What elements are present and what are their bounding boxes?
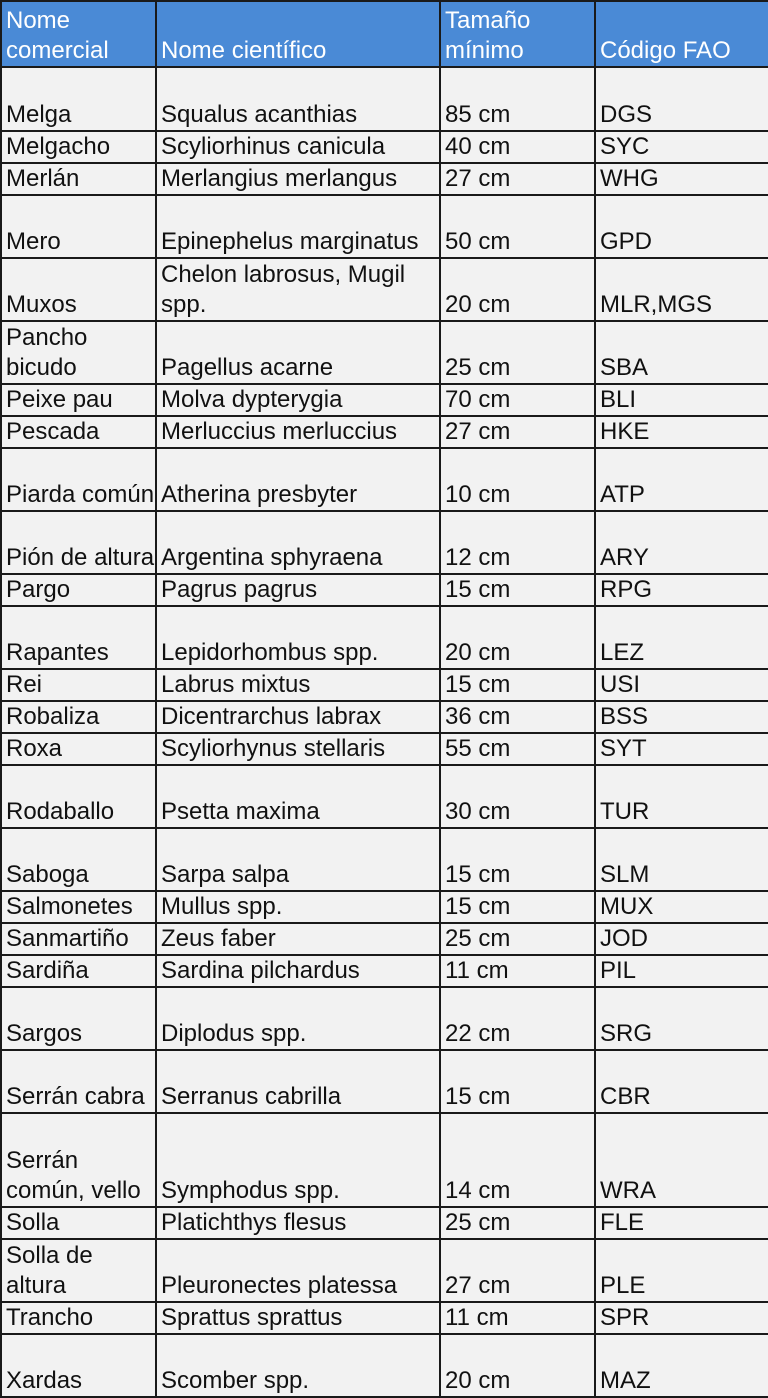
cell-codigo-fao: PLE	[595, 1239, 768, 1302]
cell-nome-comercial: Muxos	[1, 258, 156, 321]
cell-nome-cientifico: Diplodus spp.	[156, 987, 440, 1050]
table-row	[1, 669, 768, 701]
cell-nome-cientifico: Mullus spp.	[156, 891, 440, 923]
cell-codigo-fao: BSS	[595, 701, 768, 733]
table-row	[1, 448, 768, 511]
cell-tamano-minimo: 25 cm	[440, 923, 595, 955]
cell-tamano-minimo: 14 cm	[440, 1113, 595, 1207]
cell-nome-comercial: Sargos	[1, 987, 156, 1050]
cell-codigo-fao: MAZ	[595, 1334, 768, 1397]
cell-nome-cientifico: Pleuronectes platessa	[156, 1239, 440, 1302]
cell-nome-comercial: Serrán cabra	[1, 1050, 156, 1113]
cell-codigo-fao: LEZ	[595, 606, 768, 669]
cell-nome-comercial: Pescada	[1, 416, 156, 448]
cell-nome-cientifico: Atherina presbyter	[156, 448, 440, 511]
cell-codigo-fao: SLM	[595, 828, 768, 891]
cell-nome-cientifico: Lepidorhombus spp.	[156, 606, 440, 669]
cell-tamano-minimo: 25 cm	[440, 321, 595, 384]
cell-nome-cientifico: Sarpa salpa	[156, 828, 440, 891]
cell-nome-cientifico: Scyliorhynus stellaris	[156, 733, 440, 765]
cell-tamano-minimo: 27 cm	[440, 163, 595, 195]
cell-tamano-minimo: 15 cm	[440, 828, 595, 891]
cell-tamano-minimo: 10 cm	[440, 448, 595, 511]
cell-tamano-minimo: 27 cm	[440, 416, 595, 448]
header-row	[1, 1, 768, 67]
table-row	[1, 1113, 768, 1207]
table-row	[1, 1334, 768, 1397]
cell-nome-cientifico: Chelon labrosus, Mugil spp.	[156, 258, 440, 321]
cell-codigo-fao: USI	[595, 669, 768, 701]
cell-nome-comercial: Piarda común	[1, 448, 156, 511]
cell-nome-cientifico: Sprattus sprattus	[156, 1302, 440, 1334]
cell-codigo-fao: RPG	[595, 574, 768, 606]
table-row	[1, 321, 768, 384]
cell-codigo-fao: CBR	[595, 1050, 768, 1113]
cell-tamano-minimo: 15 cm	[440, 669, 595, 701]
cell-codigo-fao: MUX	[595, 891, 768, 923]
cell-nome-comercial: Xardas	[1, 1334, 156, 1397]
cell-codigo-fao: SPR	[595, 1302, 768, 1334]
cell-nome-cientifico: Symphodus spp.	[156, 1113, 440, 1207]
cell-nome-comercial: Rei	[1, 669, 156, 701]
table-row	[1, 258, 768, 321]
table-row	[1, 733, 768, 765]
cell-codigo-fao: ARY	[595, 511, 768, 574]
cell-nome-cientifico: Scomber spp.	[156, 1334, 440, 1397]
cell-tamano-minimo: 20 cm	[440, 606, 595, 669]
table-row	[1, 891, 768, 923]
table-row	[1, 195, 768, 258]
cell-nome-comercial: Saboga	[1, 828, 156, 891]
cell-nome-comercial: Melga	[1, 67, 156, 131]
cell-tamano-minimo: 22 cm	[440, 987, 595, 1050]
table-row	[1, 923, 768, 955]
header-nome-comercial: Nome comercial	[1, 1, 156, 67]
table-row	[1, 416, 768, 448]
cell-nome-cientifico: Zeus faber	[156, 923, 440, 955]
header-nome-cientifico: Nome científico	[156, 1, 440, 67]
table-row	[1, 987, 768, 1050]
cell-tamano-minimo: 25 cm	[440, 1207, 595, 1239]
cell-nome-comercial: Sanmartiño	[1, 923, 156, 955]
cell-nome-cientifico: Labrus mixtus	[156, 669, 440, 701]
cell-nome-comercial: Melgacho	[1, 131, 156, 163]
table-row	[1, 384, 768, 416]
cell-nome-comercial: Pión de altura	[1, 511, 156, 574]
cell-tamano-minimo: 15 cm	[440, 891, 595, 923]
cell-tamano-minimo: 11 cm	[440, 1302, 595, 1334]
cell-nome-cientifico: Platichthys flesus	[156, 1207, 440, 1239]
table-row	[1, 131, 768, 163]
cell-tamano-minimo: 11 cm	[440, 955, 595, 987]
cell-nome-cientifico: Serranus cabrilla	[156, 1050, 440, 1113]
cell-nome-comercial: Merlán	[1, 163, 156, 195]
cell-codigo-fao: SYT	[595, 733, 768, 765]
table-row	[1, 1239, 768, 1302]
cell-codigo-fao: SYC	[595, 131, 768, 163]
cell-nome-cientifico: Merlangius merlangus	[156, 163, 440, 195]
table-row	[1, 67, 768, 131]
cell-tamano-minimo: 50 cm	[440, 195, 595, 258]
cell-nome-cientifico: Epinephelus marginatus	[156, 195, 440, 258]
cell-codigo-fao: SBA	[595, 321, 768, 384]
cell-codigo-fao: WRA	[595, 1113, 768, 1207]
cell-codigo-fao: MLR,MGS	[595, 258, 768, 321]
cell-tamano-minimo: 40 cm	[440, 131, 595, 163]
cell-tamano-minimo: 85 cm	[440, 67, 595, 131]
cell-tamano-minimo: 20 cm	[440, 1334, 595, 1397]
cell-nome-comercial: Robaliza	[1, 701, 156, 733]
cell-nome-comercial: Solla de altura	[1, 1239, 156, 1302]
cell-nome-comercial: Solla	[1, 1207, 156, 1239]
cell-codigo-fao: BLI	[595, 384, 768, 416]
cell-nome-comercial: Sardiña	[1, 955, 156, 987]
cell-codigo-fao: WHG	[595, 163, 768, 195]
cell-codigo-fao: FLE	[595, 1207, 768, 1239]
cell-nome-comercial: Pancho bicudo	[1, 321, 156, 384]
cell-codigo-fao: PIL	[595, 955, 768, 987]
cell-tamano-minimo: 20 cm	[440, 258, 595, 321]
cell-nome-cientifico: Squalus acanthias	[156, 67, 440, 131]
cell-codigo-fao: GPD	[595, 195, 768, 258]
cell-codigo-fao: ATP	[595, 448, 768, 511]
cell-nome-comercial: Serrán común, vello	[1, 1113, 156, 1207]
cell-tamano-minimo: 55 cm	[440, 733, 595, 765]
cell-tamano-minimo: 15 cm	[440, 1050, 595, 1113]
cell-nome-comercial: Trancho	[1, 1302, 156, 1334]
header-tamano-minimo: Tamaño mínimo	[440, 1, 595, 67]
cell-codigo-fao: TUR	[595, 765, 768, 828]
cell-tamano-minimo: 70 cm	[440, 384, 595, 416]
cell-tamano-minimo: 12 cm	[440, 511, 595, 574]
table-row	[1, 955, 768, 987]
table-row	[1, 1302, 768, 1334]
cell-codigo-fao: HKE	[595, 416, 768, 448]
cell-nome-cientifico: Pagellus acarne	[156, 321, 440, 384]
cell-nome-cientifico: Pagrus pagrus	[156, 574, 440, 606]
cell-tamano-minimo: 30 cm	[440, 765, 595, 828]
cell-nome-cientifico: Dicentrarchus labrax	[156, 701, 440, 733]
cell-nome-comercial: Rodaballo	[1, 765, 156, 828]
cell-tamano-minimo: 27 cm	[440, 1239, 595, 1302]
cell-nome-cientifico: Psetta maxima	[156, 765, 440, 828]
cell-tamano-minimo: 15 cm	[440, 574, 595, 606]
cell-codigo-fao: SRG	[595, 987, 768, 1050]
cell-nome-cientifico: Argentina sphyraena	[156, 511, 440, 574]
table-row	[1, 701, 768, 733]
table-row	[1, 574, 768, 606]
cell-nome-cientifico: Molva dypterygia	[156, 384, 440, 416]
cell-codigo-fao: DGS	[595, 67, 768, 131]
cell-nome-cientifico: Sardina pilchardus	[156, 955, 440, 987]
table-row	[1, 765, 768, 828]
table-row	[1, 606, 768, 669]
cell-nome-cientifico: Merluccius merluccius	[156, 416, 440, 448]
cell-tamano-minimo: 36 cm	[440, 701, 595, 733]
table-row	[1, 828, 768, 891]
cell-codigo-fao: JOD	[595, 923, 768, 955]
table-row	[1, 1050, 768, 1113]
header-codigo-fao: Código FAO	[595, 1, 768, 67]
cell-nome-comercial: Salmonetes	[1, 891, 156, 923]
table-row	[1, 511, 768, 574]
cell-nome-cientifico: Scyliorhinus canicula	[156, 131, 440, 163]
cell-nome-comercial: Rapantes	[1, 606, 156, 669]
cell-nome-comercial: Mero	[1, 195, 156, 258]
cell-nome-comercial: Pargo	[1, 574, 156, 606]
cell-nome-comercial: Peixe pau	[1, 384, 156, 416]
cell-nome-comercial: Roxa	[1, 733, 156, 765]
table-row	[1, 163, 768, 195]
table-row	[1, 1207, 768, 1239]
